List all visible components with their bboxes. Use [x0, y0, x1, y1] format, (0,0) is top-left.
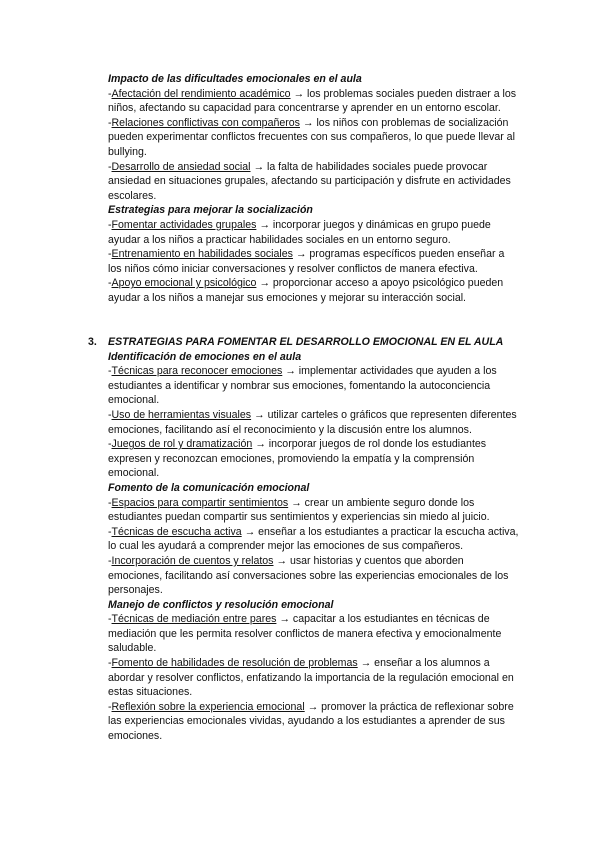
- item-text: → los problemas sociales pueden distraer a los niños, afectando su capacidad para concentrarse y aprender en un entorno escolar.: [108, 87, 517, 115]
- list-item: [108, 656, 520, 700]
- item-dash: -: [108, 248, 112, 261]
- list-item: [108, 612, 520, 656]
- section-title-text: ESTRATEGIAS PARA FOMENTAR EL DESARROLLO EMOCIONAL EN EL AULA: [108, 336, 504, 348]
- list-item: [108, 437, 520, 481]
- item-dash: -: [108, 613, 112, 626]
- item-text: → promover la práctica de reflexionar sobre las experiencias emocionales vividas, ayudando a los estudiantes a aprender de sus emociones.: [108, 700, 514, 743]
- item-text: → implementar actividades que ayuden a los estudiantes a identificar y nombrar sus emociones, fomentando la autoconciencia emocional.: [108, 365, 497, 407]
- item-text: → usar historias y cuentos que aborden emociones, facilitando así conversaciones sobre las experiencias emocionales de los personajes.: [108, 554, 509, 597]
- item-term: Técnicas de mediación entre pares: [111, 613, 277, 626]
- list-item: [108, 554, 520, 598]
- list-item: [108, 700, 520, 744]
- item-term: Incorporación de cuentos y relatos: [111, 554, 274, 567]
- item-dash: -: [108, 408, 112, 421]
- section-title: [88, 335, 520, 350]
- item-dash: -: [108, 700, 112, 713]
- item-term: Técnicas de escucha activa: [111, 525, 242, 538]
- item-term: Reflexión sobre la experiencia emocional: [111, 700, 305, 713]
- item-dash: -: [108, 87, 112, 100]
- list-item: [108, 496, 520, 525]
- emotional-development-section: [88, 335, 520, 744]
- list-item: [108, 160, 520, 204]
- subheading-conflict: Manejo de conflictos y resolución emocional: [108, 598, 334, 611]
- item-text: → incorporar juegos de rol donde los estudiantes expresen y reconozcan emociones, promoviendo la empatía y la comprensión emocional.: [108, 438, 487, 480]
- item-text: → utilizar carteles o gráficos que representen diferentes emociones, facilitando así el reconocimiento y la discusión entre los alumnos.: [108, 408, 517, 436]
- item-text: → capacitar a los estudiantes en técnicas de mediación que les permita resolver conflictos de manera efectiva y emocionalmente saludable.: [108, 613, 502, 655]
- item-dash: -: [108, 277, 112, 290]
- item-dash: -: [108, 160, 112, 173]
- item-term: Afectación del rendimiento académico: [111, 87, 291, 100]
- item-text: → enseñar a los alumnos a abordar y resolver conflictos, enfatizando la importancia de la regulación emocional en estas situaciones.: [108, 657, 514, 699]
- item-text: → crear un ambiente seguro donde los estudiantes puedan compartir sus sentimientos y experiencias sin miedo al juicio.: [108, 496, 490, 524]
- item-text: → incorporar juegos y dinámicas en grupo puede ayudar a los niños a practicar habilidades sociales en un entorno seguro.: [108, 218, 491, 246]
- list-item: [108, 116, 520, 160]
- item-text: → programas específicos pueden enseñar a los niños cómo iniciar conversaciones y resolver conflictos de manera efectiva.: [108, 248, 505, 275]
- item-text: → proporcionar acceso a apoyo psicológico pueden ayudar a los niños a manejar sus emociones y mejorar su interacción social.: [108, 277, 504, 304]
- item-dash: -: [108, 525, 112, 538]
- item-dash: -: [108, 438, 112, 451]
- item-term: Entrenamiento en habilidades sociales: [111, 248, 293, 261]
- subheading-communication: Fomento de la comunicación emocional: [108, 481, 310, 494]
- item-text: → la falta de habilidades sociales puede provocar ansiedad en situaciones grupales, afectando su participación y disfrute en actividades escolares.: [108, 160, 511, 202]
- list-item: [108, 87, 520, 116]
- item-dash: -: [108, 657, 112, 670]
- list-item: [108, 247, 520, 276]
- socialization-section: [108, 72, 520, 306]
- subheading-impact: Impacto de las dificultades emocionales en el aula: [108, 73, 362, 85]
- subheading-identification: Identificación de emociones en el aula: [108, 350, 302, 363]
- list-item: [108, 525, 520, 554]
- item-text: → los niños con problemas de socialización pueden experimentar conflictos frecuentes con sus compañeros, lo que puede llevar al bullying.: [108, 116, 515, 158]
- item-term: Uso de herramientas visuales: [111, 408, 252, 421]
- item-dash: -: [108, 496, 112, 509]
- section-number: 3.: [88, 336, 97, 348]
- item-term: Apoyo emocional y psicológico: [111, 277, 257, 290]
- item-dash: -: [108, 554, 112, 567]
- item-term: Fomento de habilidades de resolución de problemas: [111, 657, 358, 670]
- list-item: [108, 408, 520, 437]
- item-term: Espacios para compartir sentimientos: [111, 496, 289, 509]
- list-item: [108, 364, 520, 408]
- item-dash: -: [108, 116, 112, 129]
- list-item: [108, 276, 520, 305]
- list-item: [108, 218, 520, 247]
- subheading-strategies: Estrategias para mejorar la socialización: [108, 204, 313, 217]
- item-term: Desarrollo de ansiedad social: [111, 160, 251, 173]
- item-text: → enseñar a los estudiantes a practicar la escucha activa, lo cual les ayudará a comprender mejor las emociones de sus compañeros.: [108, 525, 519, 553]
- item-term: Técnicas para reconocer emociones: [111, 365, 283, 378]
- item-term: Relaciones conflictivas con compañeros: [111, 116, 300, 129]
- item-term: Fomentar actividades grupales: [111, 218, 257, 231]
- item-dash: -: [108, 365, 112, 378]
- item-dash: -: [108, 218, 112, 231]
- item-term: Juegos de rol y dramatización: [111, 438, 253, 451]
